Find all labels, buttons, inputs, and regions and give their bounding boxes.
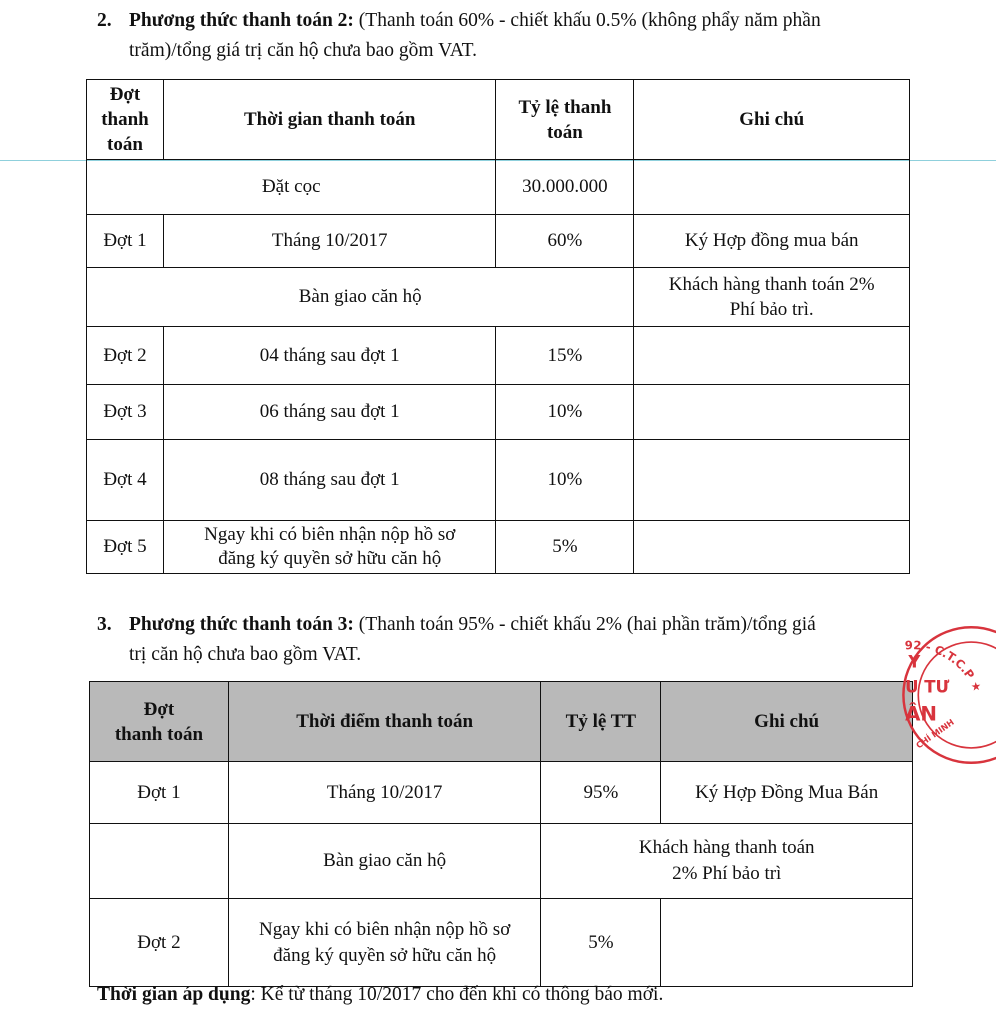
time-line1: Ngay khi có biên nhận nộp hồ sơ (204, 524, 456, 545)
handover-label: Bàn giao căn hộ (228, 824, 541, 899)
time-cell: 06 tháng sau đợt 1 (163, 385, 496, 440)
table-row (87, 160, 910, 215)
time-cell: 04 tháng sau đợt 1 (163, 327, 496, 385)
time-line2: đăng ký quyền sở hữu căn hộ (218, 548, 442, 569)
applicable-period-label: Thời gian áp dụng (97, 984, 251, 1005)
header-phase: Đợt thanh toán (87, 80, 164, 160)
company-seal-stamp (872, 600, 996, 790)
applicable-period-text: : Kể từ tháng 10/2017 cho đến khi có thông báo mới. (250, 984, 664, 1005)
seal-text-3: ÂN (905, 702, 938, 726)
phase-cell: Đợt 3 (87, 385, 164, 440)
section3-heading (97, 610, 816, 670)
table-row (90, 762, 913, 824)
payment-table-3 (89, 681, 913, 987)
section3-title: Phương thức thanh toán 3: (129, 614, 354, 635)
note-cell (634, 327, 910, 385)
handover-note-line2: 2% Phí bảo trì (672, 863, 782, 884)
handover-note (634, 268, 910, 327)
header-rate: Tỷ lệ thanh toán (496, 80, 634, 160)
rate-cell: 60% (496, 215, 634, 268)
table-row (87, 327, 910, 385)
phase-cell: Đợt 1 (90, 762, 229, 824)
deposit-rate: 30.000.000 (496, 160, 634, 215)
table-row (90, 899, 913, 987)
phase-cell-empty (90, 824, 229, 899)
section3-desc-line2: trị căn hộ chưa bao gồm VAT. (129, 644, 362, 665)
table-header-row (90, 682, 913, 762)
time-cell: 08 tháng sau đợt 1 (163, 440, 496, 521)
time-line2: đăng ký quyền sở hữu căn hộ (273, 944, 497, 966)
header-rate: Tỷ lệ TT (541, 682, 661, 762)
handover-note (541, 824, 913, 899)
phase-cell: Đợt 2 (87, 327, 164, 385)
time-cell (228, 899, 541, 987)
time-cell (163, 521, 496, 574)
section2-number: 2. (97, 10, 112, 31)
phase-cell: Đợt 4 (87, 440, 164, 521)
table-row (87, 440, 910, 521)
section3-number: 3. (97, 614, 112, 635)
deposit-label: Đặt cọc (87, 160, 496, 215)
rate-cell: 95% (541, 762, 661, 824)
section2-heading (97, 6, 821, 66)
header-time: Thời gian thanh toán (163, 80, 496, 160)
time-line1: Ngay khi có biên nhận nộp hồ sơ (259, 918, 511, 940)
phase-cell: Đợt 5 (87, 521, 164, 574)
note-cell (634, 440, 910, 521)
handover-note-line1: Khách hàng thanh toán 2% (668, 274, 875, 295)
rate-cell: 15% (496, 327, 634, 385)
deposit-note (634, 160, 910, 215)
table-row (87, 521, 910, 574)
note-cell: Ký Hợp đồng mua bán (634, 215, 910, 268)
handover-label: Bàn giao căn hộ (87, 268, 634, 327)
handover-note-line1: Khách hàng thanh toán (638, 837, 815, 858)
note-cell (634, 521, 910, 574)
section2-title: Phương thức thanh toán 2: (129, 10, 354, 31)
table-row (87, 385, 910, 440)
phase-cell: Đợt 2 (90, 899, 229, 987)
header-phase: Đợt thanh toán (90, 682, 229, 762)
header-time: Thời điểm thanh toán (228, 682, 541, 762)
header-note: Ghi chú (661, 682, 913, 762)
seal-bottom-text: CHÍ MINH (914, 716, 956, 751)
note-cell: Ký Hợp Đồng Mua Bán (661, 762, 913, 824)
payment-table-2 (86, 79, 910, 574)
time-cell: Tháng 10/2017 (228, 762, 541, 824)
handover-note-line2: Phí bảo trì. (729, 299, 814, 320)
seal-text-2: U TƯ (905, 677, 950, 697)
phase-cell: Đợt 1 (87, 215, 164, 268)
table-row (90, 824, 913, 899)
table-row (87, 268, 910, 327)
header-note: Ghi chú (634, 80, 910, 160)
section3-desc-line1: (Thanh toán 95% - chiết khấu 2% (hai phần trăm)/tổng giá (353, 614, 816, 635)
time-cell: Tháng 10/2017 (163, 215, 496, 268)
rate-cell: 10% (496, 385, 634, 440)
seal-text-1: Y (908, 652, 921, 672)
seal-arc-textpath: 92 - C.T.C.P ★ (904, 638, 985, 695)
note-cell (634, 385, 910, 440)
section2-desc-line1: (Thanh toán 60% - chiết khấu 0.5% (không phẩy năm phần (353, 10, 821, 31)
section2-desc-line2: trăm)/tổng giá trị căn hộ chưa bao gồm VAT. (129, 40, 477, 61)
rate-cell: 5% (541, 899, 661, 987)
applicable-period (97, 982, 663, 1008)
table-row (87, 215, 910, 268)
table-header-row (87, 80, 910, 160)
rate-cell: 5% (496, 521, 634, 574)
rate-cell: 10% (496, 440, 634, 521)
note-cell (661, 899, 913, 987)
